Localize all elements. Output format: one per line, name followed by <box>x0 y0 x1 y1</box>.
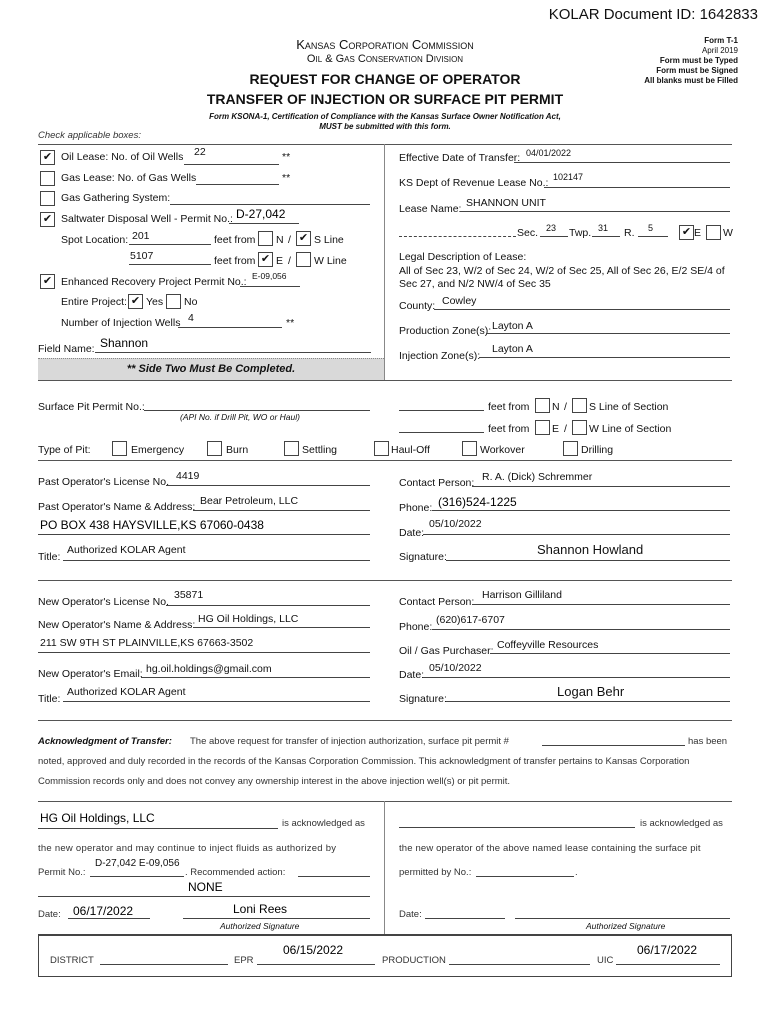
new-contact-label: Contact Person: <box>399 596 475 608</box>
gas-gathering-label: Gas Gathering System: <box>61 192 171 204</box>
range-east-checkbox[interactable]: ✔ <box>679 225 694 240</box>
new-email-value[interactable]: hg.oil.holdings@gmail.com <box>146 663 272 675</box>
past-name-label: Past Operator's Name & Address: <box>38 501 196 513</box>
ks-dept-label: KS Dept of Revenue Lease No.: <box>399 177 549 189</box>
spot-location-label: Spot Location: <box>61 234 129 246</box>
period: . <box>575 867 578 878</box>
new-name-line <box>193 627 370 628</box>
settling-checkbox[interactable] <box>284 441 299 456</box>
eor-permit-value[interactable]: E-09,056 <box>252 271 287 281</box>
production-line <box>449 964 590 965</box>
pit-e-label: E <box>552 423 560 435</box>
new-signature-label: Signature: <box>399 693 447 705</box>
sec-label: Sec. <box>517 227 539 239</box>
past-title-line <box>63 560 370 561</box>
past-address-value[interactable]: PO BOX 438 HAYSVILLE,KS 67060-0438 <box>40 518 264 532</box>
spot-ft2-value[interactable]: 5107 <box>130 250 154 262</box>
range-label: R. <box>624 227 635 239</box>
eor-checkbox[interactable]: ✔ <box>40 274 55 289</box>
side-two-banner <box>38 358 384 380</box>
drilling-label: Drilling <box>581 444 614 456</box>
past-phone-line <box>432 510 730 511</box>
ack-text-3: Commission records only and does not convey any ownership interest in the above injection well(s) or pit permit. <box>38 776 511 787</box>
ack-label: Acknowledgment of Transfer: <box>38 736 172 747</box>
pit-w-line-label: W Line of Section <box>589 423 672 435</box>
n-label: N <box>276 234 284 246</box>
injection-wells-label: Number of Injection Wells <box>61 317 181 329</box>
column-divider <box>384 144 385 380</box>
ack-left-text: the new operator and may continue to inject fluids as authorized by <box>38 843 337 854</box>
section-divider <box>38 460 732 461</box>
workover-label: Workover <box>480 444 525 456</box>
permit-no-value[interactable]: D-27,042 E-09,056 <box>95 858 180 869</box>
slash: / <box>288 234 291 246</box>
past-license-line <box>166 485 370 486</box>
production-zone-line <box>486 333 730 334</box>
entire-project-label: Entire Project: <box>61 296 127 308</box>
entire-yes-checkbox[interactable]: ✔ <box>128 294 143 309</box>
burn-checkbox[interactable] <box>207 441 222 456</box>
feet-from-label: feet from <box>488 423 530 435</box>
past-title-label: Title: <box>38 551 61 563</box>
recommended-action-line-2 <box>38 896 370 897</box>
range-west-checkbox[interactable] <box>706 225 721 240</box>
new-name-label: New Operator's Name & Address: <box>38 619 196 631</box>
yes-label: Yes <box>146 296 164 308</box>
injection-wells-line <box>178 327 282 328</box>
permit-no-label: Permit No.: <box>38 867 86 878</box>
left-auth-signature-label: Authorized Signature <box>220 921 300 931</box>
county-value[interactable]: Cowley <box>442 295 477 307</box>
legal-description-label: Legal Description of Lease: <box>399 251 527 263</box>
past-contact-line <box>472 486 730 487</box>
swd-label: Saltwater Disposal Well - Permit No.: <box>61 213 233 225</box>
purchaser-line <box>490 653 730 654</box>
left-signature-line <box>183 918 370 919</box>
pit-n-label: N <box>552 401 560 413</box>
sec-value[interactable]: 23 <box>546 223 557 233</box>
section-divider <box>38 720 732 721</box>
new-license-value[interactable]: 35871 <box>174 589 204 601</box>
effective-date-value[interactable]: 04/01/2022 <box>526 148 572 158</box>
new-phone-line <box>432 629 730 630</box>
new-email-label: New Operator's Email: <box>38 668 143 680</box>
division-name: Oil & Gas Conservation Division <box>306 53 464 65</box>
ack-is-acknowledged: is acknowledged as <box>282 818 365 829</box>
gas-lease-checkbox[interactable] <box>40 171 55 186</box>
left-date-line <box>68 918 150 919</box>
swd-line <box>229 223 299 224</box>
injection-zone-line <box>479 357 730 358</box>
section-divider <box>38 380 732 381</box>
agency-name: Kansas Corporation Commission <box>296 37 474 52</box>
new-signature-value[interactable]: Logan Behr <box>557 684 625 699</box>
oil-lease-label: Oil Lease: No. of Oil Wells <box>61 151 184 163</box>
field-name-line <box>95 352 371 353</box>
spot-ft2-line <box>129 264 211 265</box>
new-contact-value[interactable]: Harrison Gilliland <box>482 589 562 601</box>
past-phone-label: Phone: <box>399 502 433 514</box>
past-signature-line <box>446 560 730 561</box>
new-date-label: Date: <box>399 669 425 681</box>
pit-s-line-label: S Line of Section <box>589 401 669 413</box>
injection-zone-value[interactable]: Layton A <box>492 343 533 355</box>
slash: / <box>564 423 567 435</box>
w-line-label: W Line <box>314 255 347 267</box>
settling-label: Settling <box>302 444 338 456</box>
gas-gathering-checkbox[interactable] <box>40 191 55 206</box>
ack-text-2: noted, approved and duly recorded in the records of the Kansas Corporation Commission. This acknowledgment of transfer pertains to Kansas Corporation <box>38 756 690 767</box>
section-divider <box>38 580 732 581</box>
pit-west-checkbox[interactable] <box>572 420 587 435</box>
right-date-label: Date: <box>399 909 422 920</box>
pit-east-checkbox[interactable] <box>535 420 550 435</box>
new-license-line <box>166 605 370 606</box>
stars: ** <box>282 172 291 184</box>
new-contact-line <box>472 604 730 605</box>
past-name-line <box>193 510 370 511</box>
check-boxes-label: Check applicable boxes: <box>38 130 141 141</box>
new-date-value[interactable]: 05/10/2022 <box>429 662 482 674</box>
section-divider <box>38 144 732 145</box>
effective-date-line <box>514 162 730 163</box>
county-line <box>434 309 730 310</box>
injection-zone-label: Injection Zone(s): <box>399 350 481 362</box>
form-title-1: REQUEST FOR CHANGE OF OPERATOR <box>249 71 521 87</box>
district-line <box>100 964 228 965</box>
emergency-label: Emergency <box>131 444 185 456</box>
s-line-label: S Line <box>314 234 344 246</box>
field-name-label: Field Name: <box>38 343 95 355</box>
right-auth-signature-label: Authorized Signature <box>586 921 666 931</box>
right-signature-line <box>515 918 730 919</box>
past-date-label: Date: <box>399 527 425 539</box>
purchaser-value[interactable]: Coffeyville Resources <box>497 639 599 651</box>
qtr-line <box>399 236 516 237</box>
eor-label: Enhanced Recovery Project Permit No.: <box>61 276 247 288</box>
past-signature-value[interactable]: Shannon Howland <box>537 542 644 557</box>
oil-wells-line <box>184 164 279 165</box>
legal-description-line-1[interactable]: All of Sec 23, W/2 of Sec 24, W/2 of Sec 25, All of Sec 26, E/2 SE/4 of <box>399 265 725 277</box>
ack-has-been: has been <box>688 736 728 747</box>
ack-text-1: The above request for transfer of injection authorization, surface pit permit # <box>190 736 509 747</box>
api-note: (API No. if Drill Pit, WO or Haul) <box>180 412 300 422</box>
pit-north-checkbox[interactable] <box>535 398 550 413</box>
drilling-checkbox[interactable] <box>563 441 578 456</box>
ack-right-is-acknowledged: is acknowledged as <box>640 818 723 829</box>
no-label: No <box>184 296 198 308</box>
form-date: April 2019 <box>701 46 738 55</box>
permitted-by-label: permitted by No.: <box>399 867 472 878</box>
haul-off-label: Haul-Off <box>391 444 430 456</box>
stars: ** <box>282 151 291 163</box>
range-w-label: W <box>723 227 733 239</box>
lease-name-value[interactable]: SHANNON UNIT <box>466 197 546 209</box>
form-number: Form T-1 <box>704 36 738 45</box>
form-subtitle-2: MUST be submitted with this form. <box>319 122 451 131</box>
ack-right-text: the new operator of the above named lease containing the surface pit <box>399 843 701 854</box>
form-note-signed: Form must be Signed <box>656 66 738 75</box>
past-license-label: Past Operator's License No. <box>38 476 169 488</box>
twp-label: Twp. <box>569 227 592 239</box>
gas-wells-line <box>196 184 279 185</box>
new-license-label: New Operator's License No. <box>38 596 169 608</box>
gas-gathering-line <box>170 204 370 205</box>
entire-no-checkbox[interactable] <box>166 294 181 309</box>
east-checkbox[interactable]: ✔ <box>258 252 273 267</box>
uic-line <box>616 964 720 965</box>
new-title-value[interactable]: Authorized KOLAR Agent <box>67 686 186 698</box>
pit-ft2-line <box>399 432 484 433</box>
left-date-label: Date: <box>38 909 61 920</box>
uic-label: UIC <box>597 955 614 966</box>
eor-line <box>240 286 300 287</box>
injection-wells-value[interactable]: 4 <box>188 312 194 324</box>
field-name-value[interactable]: Shannon <box>100 336 149 350</box>
side-two-text: ** Side Two Must Be Completed. <box>126 363 296 375</box>
feet-from-label: feet from <box>488 401 530 413</box>
new-signature-line <box>446 701 730 702</box>
surface-pit-label: Surface Pit Permit No.: <box>38 401 145 413</box>
production-zone-value[interactable]: Layton A <box>492 320 533 332</box>
ks-dept-value[interactable]: 102147 <box>553 172 584 182</box>
e-label: E <box>276 255 284 267</box>
past-name-value[interactable]: Bear Petroleum, LLC <box>200 495 299 507</box>
past-date-value[interactable]: 05/10/2022 <box>429 518 482 530</box>
lease-name-line <box>460 211 730 212</box>
spot-ft1-value[interactable]: 201 <box>132 230 150 242</box>
new-phone-label: Phone: <box>399 621 433 633</box>
new-name-value[interactable]: HG Oil Holdings, LLC <box>198 613 299 625</box>
epr-label: EPR <box>234 955 254 966</box>
workover-checkbox[interactable] <box>462 441 477 456</box>
form-note-filled: All blanks must be Filled <box>644 76 738 85</box>
past-contact-label: Contact Person: <box>399 477 475 489</box>
recommended-action-line <box>298 876 370 877</box>
past-contact-value[interactable]: R. A. (Dick) Schremmer <box>482 471 593 483</box>
new-phone-value[interactable]: (620)617-6707 <box>436 614 505 626</box>
range-e-label: E <box>694 227 702 239</box>
epr-value[interactable]: 06/15/2022 <box>283 943 344 957</box>
type-of-pit-label: Type of Pit: <box>38 444 91 456</box>
south-checkbox[interactable]: ✔ <box>296 231 311 246</box>
emergency-checkbox[interactable] <box>112 441 127 456</box>
form-subtitle-1: Form KSONA-1, Certification of Compliance with the Kansas Surface Owner Notification Act, <box>209 112 561 121</box>
epr-line <box>257 964 375 965</box>
right-date-line <box>425 918 505 919</box>
new-address-line <box>38 652 370 653</box>
form-title-2: TRANSFER OF INJECTION OR SURFACE PIT PERMIT <box>206 91 564 107</box>
twp-value[interactable]: 31 <box>598 223 609 233</box>
section-divider <box>38 801 732 802</box>
oil-wells-value[interactable]: 22 <box>194 146 206 158</box>
effective-date-label: Effective Date of Transfer: <box>399 152 521 164</box>
oil-lease-checkbox[interactable]: ✔ <box>40 150 55 165</box>
stars: ** <box>286 317 295 329</box>
swd-checkbox[interactable]: ✔ <box>40 212 55 227</box>
twp-line <box>592 236 620 237</box>
west-checkbox[interactable] <box>296 252 311 267</box>
past-phone-value[interactable]: (316)524-1225 <box>438 495 517 509</box>
pit-ft1-line <box>399 410 484 411</box>
burn-label: Burn <box>226 444 249 456</box>
document-id: KOLAR Document ID: 1642833 <box>548 6 758 23</box>
ack-operator-name[interactable]: HG Oil Holdings, LLC <box>40 811 155 825</box>
recommended-action-value[interactable]: NONE <box>188 880 223 894</box>
column-divider <box>384 801 385 934</box>
left-signature-value[interactable]: Loni Rees <box>233 902 288 916</box>
feet-from-label: feet from <box>214 255 256 267</box>
new-title-line <box>63 701 370 702</box>
new-address-value[interactable]: 211 SW 9TH ST PLAINVILLE,KS 67663-3502 <box>40 637 254 649</box>
north-checkbox[interactable] <box>258 231 273 246</box>
new-email-line <box>141 677 370 678</box>
permitted-by-line <box>476 876 574 877</box>
ack-right-operator-line <box>399 827 635 828</box>
slash: / <box>288 255 291 267</box>
past-title-value[interactable]: Authorized KOLAR Agent <box>67 544 186 556</box>
ack-operator-line <box>38 828 278 829</box>
purchaser-label: Oil / Gas Purchaser: <box>399 645 494 657</box>
uic-value[interactable]: 06/17/2022 <box>637 943 698 957</box>
pit-south-checkbox[interactable] <box>572 398 587 413</box>
past-date-line <box>423 534 730 535</box>
ks-dept-line <box>544 187 730 188</box>
range-line <box>638 236 668 237</box>
past-address-line <box>38 534 370 535</box>
district-label: DISTRICT <box>50 955 94 966</box>
past-signature-label: Signature: <box>399 551 447 563</box>
haul-off-checkbox[interactable] <box>374 441 389 456</box>
swd-permit-value[interactable]: D-27,042 <box>236 207 286 221</box>
past-license-value[interactable]: 4419 <box>176 470 200 482</box>
legal-description-line-2[interactable]: Sec 27, and N/2 NW/4 of Sec 35 <box>399 278 551 290</box>
slash: / <box>564 401 567 413</box>
new-date-line <box>423 677 730 678</box>
lease-name-label: Lease Name: <box>399 203 462 215</box>
feet-from-label: feet from <box>214 234 256 246</box>
form-note-typed: Form must be Typed <box>659 56 738 65</box>
gas-lease-label: Gas Lease: No. of Gas Wells <box>61 172 197 184</box>
county-label: County: <box>399 300 436 312</box>
range-value[interactable]: 5 <box>648 223 654 233</box>
recommended-action-label: . Recommended action: <box>185 867 286 878</box>
left-date-value[interactable]: 06/17/2022 <box>73 904 134 918</box>
surface-pit-line <box>144 410 370 411</box>
ack-pit-permit-line <box>542 745 685 746</box>
production-label: PRODUCTION <box>382 955 446 966</box>
new-title-label: Title: <box>38 693 61 705</box>
sec-line <box>540 236 568 237</box>
permit-no-line <box>90 876 184 877</box>
production-zone-label: Production Zone(s): <box>399 325 492 337</box>
spot-ft1-line <box>129 244 211 245</box>
